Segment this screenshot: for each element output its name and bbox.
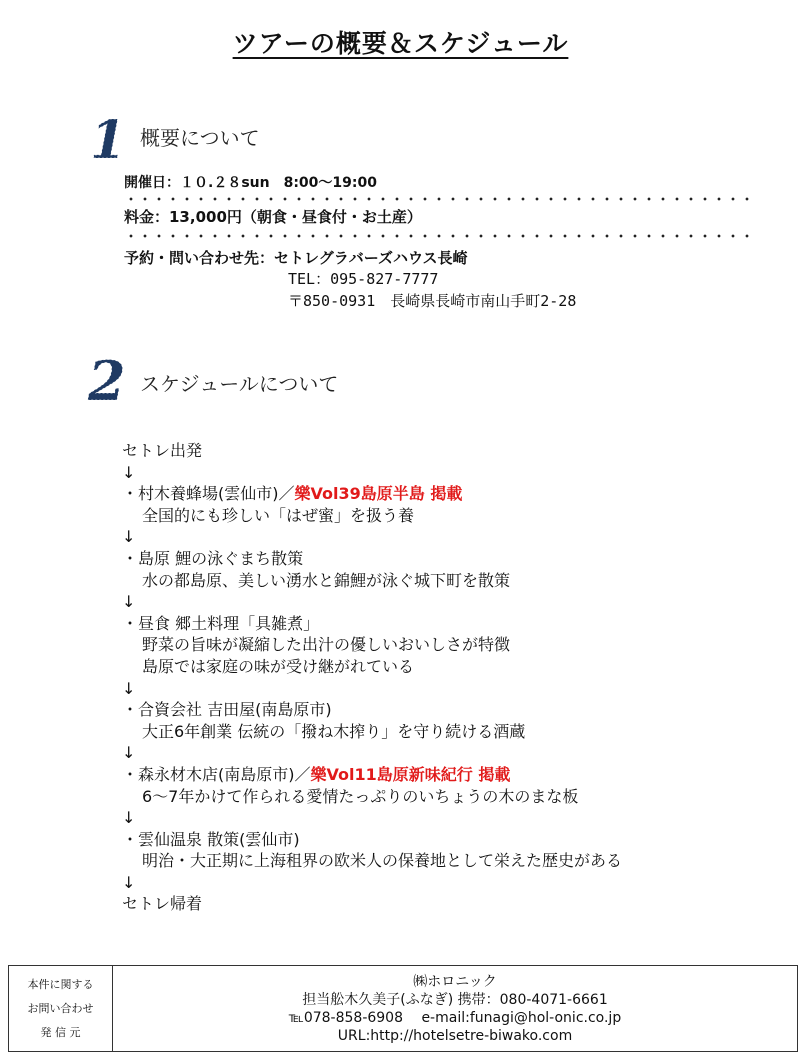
stop-4-title: ・合資会社 吉田屋(南島原市) [122,700,332,720]
schedule-return: セトレ帰着 [122,894,203,914]
schedule-stop-5 [122,764,622,786]
arrow-down: ↓ [122,462,136,482]
dotted-divider [124,234,756,238]
stop-1-title: ・村木養蜂場(雲仙市)／ [122,484,295,504]
schedule-depart: セトレ出発 [122,441,203,460]
arrow-down: ↓ [122,678,136,698]
footer-label-line-3: 発 信 元 [40,1025,81,1039]
schedule-stop-1 [122,483,622,505]
contact-label: 予約・問い合わせ先：セトレグラバーズハウス長崎 [124,249,468,267]
stop-6-description: 明治・大正期に上海租界の欧米人の保養地として栄えた歴史がある [142,851,623,871]
arrow-down: ↓ [122,743,136,763]
numeral-1-graphic [86,112,126,164]
stop-5-title: ・森永材木店(南島原市)／ [122,764,311,784]
footer-label-cell [9,966,113,1051]
footer-info-cell [113,966,797,1051]
stop-1-description: 全国的にも珍しい「はぜ蜜」を扱う養 [142,505,415,525]
numeral-2-graphic [86,352,128,406]
contact-address: 〒850-0931 長崎県長崎市南山手町2-28 [288,292,577,310]
section-1-heading: 概要について [140,126,260,150]
stop-3-description-1: 野菜の旨味が凝縮した出汁の優しいおいしさが特徴 [142,635,511,655]
contact-tel: TEL：095-827-7777 [288,270,439,288]
footer-label-line-1: 本件に関する [27,977,94,991]
section-1-number [86,112,126,164]
page-title-text: ツアーの概要＆スケジュール [232,29,569,58]
section-1-number-text: 1 [90,112,126,164]
dotted-divider [124,197,756,201]
price: 料金：13,000円（朝食・昼食付・お土産） [124,208,422,226]
arrow-down: ↓ [122,592,136,612]
stop-1-feature-tag: 樂Vol39島原半島 掲載 [294,484,463,504]
section-2-heading: スケジュールについて [140,372,339,396]
footer-tel-email: ℡078-858-6908 e-mail:funagi@hol-onic.co.jp [288,1009,622,1026]
footer-company: ㈱ホロニック [413,973,497,990]
stop-5-feature-tag: 樂Vol11島原新味紀行 掲載 [310,764,511,784]
stop-3-title: ・昼食 郷土料理「具雑煮」 [122,613,320,633]
footer-person: 担当舩木久美子(ふなぎ) 携帯：080-4071-6661 [302,991,608,1008]
section-2-number [86,352,128,406]
contact-footer [8,965,798,1052]
footer-label-line-2: お問い合わせ [27,1001,94,1015]
stop-4-description: 大正6年創業 伝統の「撥ね木搾り」を守り続ける酒蔵 [142,721,526,741]
page-title [0,24,801,60]
arrow-down: ↓ [122,872,136,892]
section-2-number-text: 2 [88,352,126,406]
arrow-down: ↓ [122,808,136,828]
stop-5-description: 6〜7年かけて作られる愛情たっぷりのいちょうの木のまな板 [142,786,579,806]
footer-url: URL:http://hotelsetre-biwako.com [337,1027,573,1044]
stop-2-title: ・島原 鯉の泳ぐまち散策 [122,548,304,568]
arrow-down: ↓ [122,527,136,547]
schedule-list [122,440,622,915]
stop-3-description-2: 島原では家庭の味が受け継がれている [142,656,415,676]
event-date: 開催日：１０.２８sun 8:00〜19:00 [124,175,377,191]
stop-6-title: ・雲仙温泉 散策(雲仙市) [122,829,300,849]
stop-2-description: 水の都島原、美しい湧水と錦鯉が泳ぐ城下町を散策 [142,570,511,590]
